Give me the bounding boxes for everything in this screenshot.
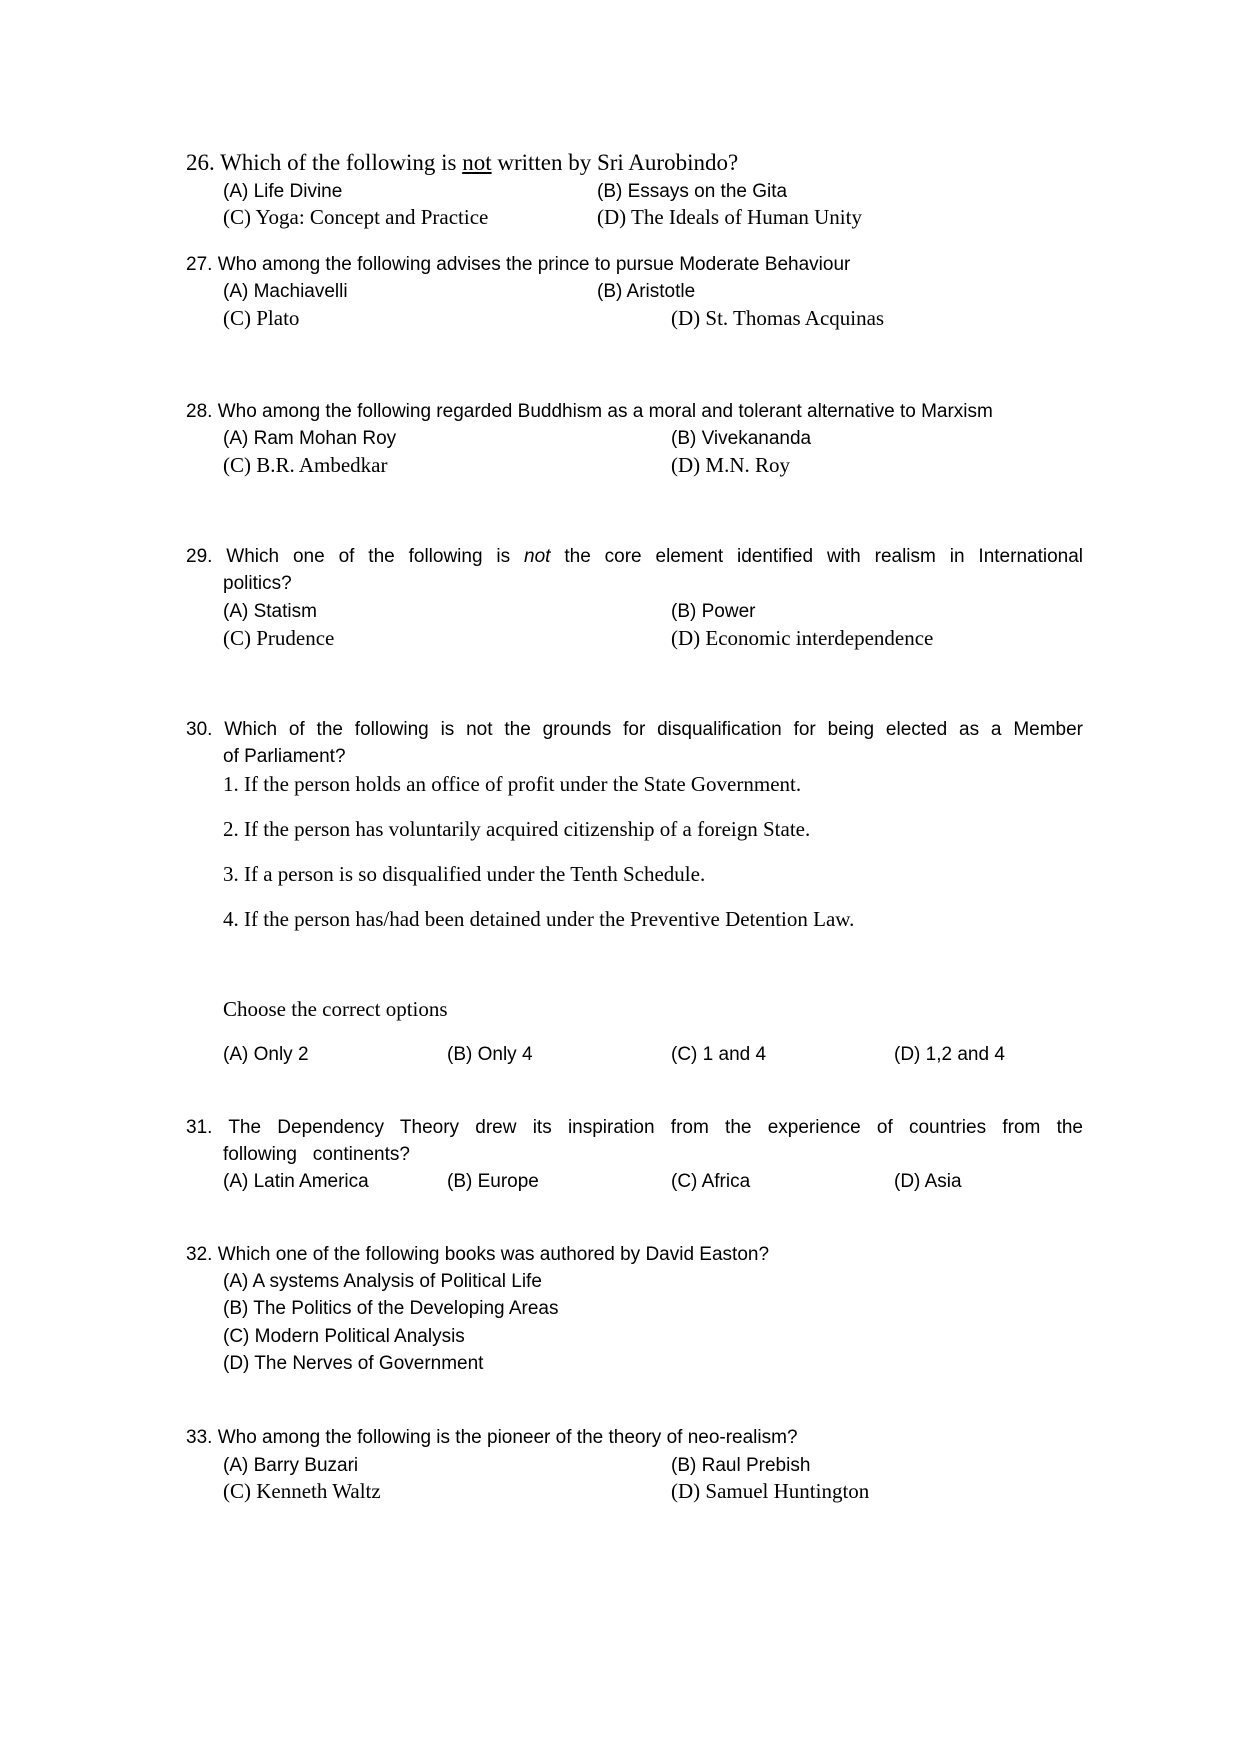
question-26-text-post: written by Sri Aurobindo?: [491, 150, 739, 175]
question-29-option-b: (B) Power: [671, 601, 756, 622]
question-29-option-d: (D) Economic interdependence: [671, 626, 934, 650]
question-32-option-d: (D) The Nerves of Government: [223, 1353, 484, 1374]
question-29-option-c: (C) Prudence: [223, 626, 335, 650]
question-27-option-c: (C) Plato: [223, 306, 300, 330]
question-31-option-a: (A) Latin America: [223, 1171, 369, 1192]
question-28-option-c: (C) B.R. Ambedkar: [223, 453, 388, 477]
question-26: [186, 151, 738, 174]
question-33-option-b: (B) Raul Prebish: [671, 1455, 811, 1476]
question-26-option-a: (A) Life Divine: [223, 181, 343, 202]
question-26-text-pre: 26. Which of the following is: [186, 150, 463, 175]
question-30-prompt: Choose the correct options: [223, 997, 448, 1021]
question-30: 30. Which of the following is not the grounds for disqualification for being elected as a Member: [186, 719, 1083, 740]
question-28: 28. Who among the following regarded Buddhism as a moral and tolerant alternative to Marxism: [186, 401, 993, 422]
question-30-option-a: (A) Only 2: [223, 1044, 309, 1065]
question-32-option-c: (C) Modern Political Analysis: [223, 1326, 465, 1347]
question-27-option-a: (A) Machiavelli: [223, 281, 348, 302]
question-30-statement-1: 1. If the person holds an office of profit under the State Government.: [223, 772, 802, 796]
question-26-emphasis: not: [462, 150, 492, 175]
question-32-option-b: (B) The Politics of the Developing Areas: [223, 1298, 559, 1319]
question-26-option-b: (B) Essays on the Gita: [597, 181, 788, 202]
question-27-option-b: (B) Aristotle: [597, 281, 696, 302]
question-31-option-c: (C) Africa: [671, 1171, 751, 1192]
question-32: 32. Which one of the following books was authored by David Easton?: [186, 1244, 770, 1265]
question-29-continued: politics?: [223, 573, 292, 594]
question-33-option-a: (A) Barry Buzari: [223, 1455, 359, 1476]
question-32-option-a: (A) A systems Analysis of Political Life: [223, 1271, 542, 1292]
question-29-emphasis: not: [524, 546, 551, 567]
question-30-option-b: (B) Only 4: [447, 1044, 533, 1065]
question-29: [186, 547, 1083, 566]
question-33-option-d: (D) Samuel Huntington: [671, 1479, 870, 1503]
question-27-option-d: (D) St. Thomas Acquinas: [671, 306, 885, 330]
question-30-statement-3: 3. If a person is so disqualified under the Tenth Schedule.: [223, 862, 706, 886]
question-31: 31. The Dependency Theory drew its inspiration from the experience of countries from the: [186, 1117, 1083, 1138]
question-28-option-b: (B) Vivekananda: [671, 428, 812, 449]
question-30-statement-2: 2. If the person has voluntarily acquired citizenship of a foreign State.: [223, 817, 811, 841]
question-30-option-d: (D) 1,2 and 4: [894, 1044, 1005, 1065]
question-33: 33. Who among the following is the pioneer of the theory of neo-realism?: [186, 1427, 798, 1448]
question-31-option-b: (B) Europe: [447, 1171, 539, 1192]
question-31-continued: following continents?: [223, 1144, 410, 1165]
question-30-statement-4: 4. If the person has/had been detained under the Preventive Detention Law.: [223, 907, 855, 931]
question-26-option-d: (D) The Ideals of Human Unity: [597, 205, 862, 229]
question-29-text-post: the core element identified with realism in International: [550, 546, 1083, 567]
question-33-option-c: (C) Kenneth Waltz: [223, 1479, 381, 1503]
question-29-text-pre: 29. Which one of the following is: [186, 546, 525, 567]
question-28-option-d: (D) M.N. Roy: [671, 453, 790, 477]
question-30-option-c: (C) 1 and 4: [671, 1044, 767, 1065]
question-31-option-d: (D) Asia: [894, 1171, 962, 1192]
question-28-option-a: (A) Ram Mohan Roy: [223, 428, 397, 449]
question-27: 27. Who among the following advises the prince to pursue Moderate Behaviour: [186, 254, 851, 275]
question-29-option-a: (A) Statism: [223, 601, 317, 622]
question-30-continued: of Parliament?: [223, 746, 346, 767]
question-26-option-c: (C) Yoga: Concept and Practice: [223, 205, 489, 229]
